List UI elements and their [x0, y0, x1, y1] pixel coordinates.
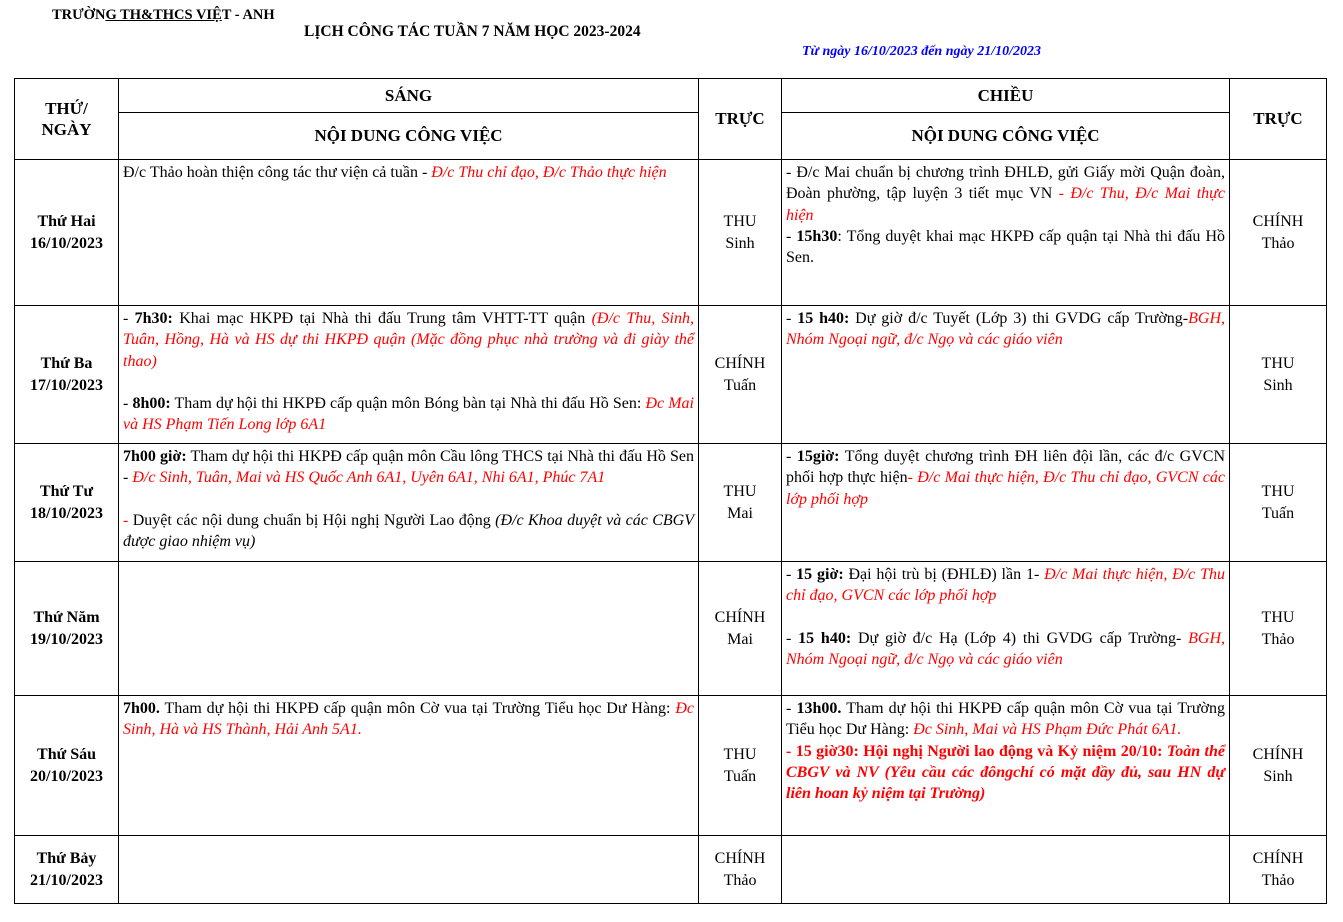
afternoon_duty-cell	[1230, 562, 1327, 696]
task-text-segment: 15 giờ:	[796, 566, 844, 583]
task-text-segment: 15h30	[796, 227, 838, 245]
task-text-segment: -	[123, 511, 133, 529]
task-text-segment: : Tổng duyệt khai mạc HKPĐ cấp quận tại Nhà thi đấu Hồ Sen.	[786, 227, 1226, 267]
task-text-segment: 13h00.	[796, 700, 842, 717]
task-paragraph	[123, 510, 694, 553]
afternoon-content-cell	[782, 696, 1230, 836]
task-text-segment: Đ/c Mai thực hiện, Đ/c Thu chỉ đạo, GVCN các lớp phối hợp	[786, 566, 1226, 605]
duty-type: CHÍNH	[1252, 850, 1304, 868]
task-text-segment: -	[786, 227, 797, 245]
task-text-segment: Dự giờ đ/c Hạ (Lớp 4) thi GVDG cấp Trường-	[851, 629, 1189, 647]
task-text-segment: -	[786, 448, 797, 465]
task-text-segment: BGH, Nhóm Ngoại ngữ, đ/c Ngọ và các giáo viên	[786, 310, 1226, 349]
task-text-segment: Đ/c Thảo hoàn thiện công tác thư viện cả tuần -	[123, 164, 432, 181]
task-text-segment: Khai mạc HKPĐ tại Nhà thi đấu Trung tâm VHTT-TT quận	[172, 310, 592, 327]
duty-person: Sinh	[1263, 767, 1293, 785]
task-text-segment: 8h00:	[132, 394, 171, 412]
morning-content-cell	[119, 696, 699, 836]
task-text-segment: Tham dự hội thi HKPĐ cấp quận môn Bóng bàn tại Nhà thi đấu Hồ Sen:	[170, 394, 646, 412]
task-paragraph	[786, 226, 1225, 269]
school-name	[52, 7, 275, 24]
afternoon-content-cell	[782, 160, 1230, 306]
task-text-segment: - Đ/c Mai chuẩn bị chương trình ĐHLĐ, gửi Giấy mời Quận đoàn, Đoàn phường, tập luyện 3 tiết mục VN	[786, 164, 1225, 203]
day-name: Thứ Bảy	[36, 850, 97, 868]
schedule-row	[15, 306, 1327, 444]
task-text-segment: Đc Sinh, Hà và HS Thành, Hải Anh 5A1.	[123, 700, 694, 739]
school-name-part: T - ANH	[221, 7, 275, 23]
day-name: Thứ Sáu	[37, 746, 96, 764]
task-text-segment: 7h00 giờ:	[123, 448, 187, 465]
header-morning-duty: TRỰC	[699, 79, 782, 160]
morning-content-cell	[119, 160, 699, 306]
duty-type: CHÍNH	[714, 355, 766, 373]
task-paragraph	[786, 564, 1225, 607]
day-name: Thứ Năm	[33, 609, 100, 627]
afternoon_duty-cell	[1230, 696, 1327, 836]
day-date: 17/10/2023	[30, 376, 103, 394]
task-paragraph	[786, 628, 1225, 671]
duty-type: THU	[1261, 609, 1295, 627]
task-text-segment: Đ/c Thu chỉ đạo, Đ/c Thảo thực hiện	[431, 164, 667, 181]
schedule-row	[15, 696, 1327, 836]
school-name-part: TRƯỜN	[52, 7, 106, 23]
task-text-segment: (Đ/c Thu, Sinh, Tuân, Hồng, Hà và HS dự thi HKPĐ quận (Mặc đồng phục nhà trường và đi giày thể thao)	[123, 310, 695, 370]
task-text-segment: -	[123, 310, 135, 327]
task-text-segment: BGH, Nhóm Ngoại ngữ, đ/c Ngọ và các giáo viên	[786, 629, 1226, 668]
task-text-segment: -	[786, 566, 797, 583]
day-cell	[15, 160, 119, 306]
morning-content-cell	[119, 562, 699, 696]
day-date: 19/10/2023	[30, 630, 103, 648]
schedule-row	[15, 444, 1327, 562]
task-text-segment: 15 h40:	[798, 629, 852, 647]
task-text-segment: 7h30:	[134, 310, 173, 327]
document-title: LỊCH CÔNG TÁC TUẦN 7 NĂM HỌC 2023-2024	[304, 23, 641, 40]
schedule-row	[15, 562, 1327, 696]
duty-person: Thảo	[1261, 871, 1295, 889]
day-cell	[15, 696, 119, 836]
day-date: 18/10/2023	[30, 504, 103, 522]
duty-person: Tuấn	[1261, 504, 1295, 522]
duty-person: Tuấn	[723, 767, 757, 785]
schedule-row	[15, 836, 1327, 904]
task-text-segment: Đc Sinh, Mai và HS Phạm Đức Phát 6A1.	[913, 721, 1182, 739]
afternoon_duty-cell	[1230, 836, 1327, 904]
task-text-segment: - Đ/c Mai thực hiện, Đ/c Thu chỉ đạo, GVCN các lớp phối hợp	[786, 469, 1226, 508]
header-morning: SÁNG	[119, 79, 699, 113]
morning_duty-cell	[699, 696, 782, 836]
date-range: Từ ngày 16/10/2023 đến ngày 21/10/2023	[802, 44, 1041, 59]
morning_duty-cell	[699, 444, 782, 562]
header-day-label: THỨ/ NGÀY	[41, 98, 92, 139]
morning-content-cell	[119, 444, 699, 562]
schedule-row	[15, 160, 1327, 306]
afternoon-content-cell	[782, 444, 1230, 562]
duty-type: THU	[723, 213, 757, 231]
task-text-segment: Tổng duyệt chương trình ĐH liên đội lần, các đ/c GVCN phối hợp thực hiện	[786, 448, 1226, 487]
task-text-segment: Dự giờ đ/c Tuyết (Lớp 3) thi GVDG cấp Trường-	[849, 310, 1189, 327]
task-paragraph	[123, 698, 694, 741]
task-text-segment: -	[786, 629, 799, 647]
task-paragraph	[786, 741, 1225, 805]
task-text-segment: Đ/c Sinh, Tuân, Mai và HS Quốc Anh 6A1, Uyên 6A1, Nhi 6A1, Phúc 7A1	[132, 469, 606, 487]
duty-person: Sinh	[725, 234, 755, 252]
afternoon_duty-cell	[1230, 444, 1327, 562]
header-day	[15, 79, 119, 160]
day-cell	[15, 444, 119, 562]
day-cell	[15, 306, 119, 444]
task-text-segment: 15giờ:	[796, 448, 840, 465]
afternoon-content-cell	[782, 306, 1230, 444]
header-afternoon: CHIỀU	[782, 79, 1230, 113]
task-text-segment: Toàn thể CBGV và NV (Yêu cầu các đôngchí có mặt đầy đủ, sau HN dự liên hoan kỷ niệm tại Trường)	[786, 742, 1225, 803]
day-date: 20/10/2023	[30, 767, 103, 785]
task-paragraph	[123, 308, 694, 372]
school-name-part: G TH&THCS VIỆ	[105, 7, 222, 23]
task-paragraph	[123, 393, 694, 436]
day-cell	[15, 562, 119, 696]
day-name: Thứ Ba	[40, 355, 93, 373]
task-text-segment: Tham dự hội thi HKPĐ cấp quận môn Cờ vua tại Trường Tiểu học Dư Hàng:	[786, 700, 1225, 739]
day-cell	[15, 836, 119, 904]
duty-person: Thảo	[1261, 234, 1295, 252]
day-date: 21/10/2023	[30, 871, 103, 889]
afternoon-content-cell	[782, 836, 1230, 904]
header-afternoon-duty: TRỰC	[1230, 79, 1327, 160]
afternoon_duty-cell	[1230, 306, 1327, 444]
morning-content-cell	[119, 306, 699, 444]
duty-person: Thảo	[723, 871, 757, 889]
task-paragraph	[786, 162, 1225, 226]
task-text-segment: 7h00.	[123, 700, 160, 717]
duty-type: CHÍNH	[1252, 213, 1304, 231]
duty-person: Thảo	[1261, 630, 1295, 648]
morning_duty-cell	[699, 160, 782, 306]
duty-person: Tuấn	[723, 376, 757, 394]
task-text-segment: - Đ/c Thu, Đ/c Mai thực hiện	[786, 185, 1226, 224]
task-text-segment: - 15 giờ30: Hội nghị Người lao động và Kỷ niệm 20/10:	[786, 742, 1167, 760]
duty-type: THU	[1261, 355, 1295, 373]
duty-type: THU	[1261, 483, 1295, 501]
day-name: Thứ Hai	[37, 213, 96, 231]
task-paragraph	[123, 162, 694, 183]
task-paragraph	[786, 308, 1225, 351]
morning_duty-cell	[699, 836, 782, 904]
duty-person: Mai	[727, 504, 753, 522]
duty-person: Sinh	[1263, 376, 1293, 394]
task-text-segment: Đc Mai và HS Phạm Tiến Long lớp 6A1	[123, 394, 695, 434]
task-paragraph	[123, 446, 694, 489]
task-text-segment: Đại hội trù bị (ĐHLĐ) lần 1-	[843, 566, 1045, 583]
duty-type: CHÍNH	[714, 850, 766, 868]
afternoon_duty-cell	[1230, 160, 1327, 306]
task-text-segment: -	[123, 394, 133, 412]
schedule-table	[14, 78, 1327, 904]
task-text-segment: -	[786, 310, 798, 327]
task-paragraph	[786, 446, 1225, 510]
task-paragraph	[786, 698, 1225, 741]
morning_duty-cell	[699, 306, 782, 444]
afternoon-content-cell	[782, 562, 1230, 696]
duty-type: CHÍNH	[1252, 746, 1304, 764]
morning_duty-cell	[699, 562, 782, 696]
day-name: Thứ Tư	[39, 483, 94, 501]
task-text-segment: Tham dự hội thi HKPĐ cấp quận môn Cờ vua tại Trường Tiểu học Dư Hàng:	[159, 700, 676, 717]
day-date: 16/10/2023	[30, 234, 103, 252]
task-text-segment: Tham dự hội thi HKPĐ cấp quận môn Cầu lông THCS tại Nhà thi đấu Hồ Sen -	[123, 448, 695, 487]
duty-type: THU	[723, 483, 757, 501]
header-afternoon-content: NỘI DUNG CÔNG VIỆC	[782, 113, 1230, 160]
task-text-segment: -	[786, 700, 797, 717]
morning-content-cell	[119, 836, 699, 904]
header-morning-content: NỘI DUNG CÔNG VIỆC	[119, 113, 699, 160]
duty-type: CHÍNH	[714, 609, 766, 627]
task-text-segment: (Đ/c Khoa duyệt và các CBGV được giao nhiệm vụ)	[123, 511, 695, 550]
task-text-segment: Duyệt các nội dung chuẩn bị Hội nghị Người Lao động	[132, 511, 496, 529]
duty-type: THU	[723, 746, 757, 764]
duty-person: Mai	[727, 630, 753, 648]
task-text-segment: 15 h40:	[797, 310, 850, 327]
